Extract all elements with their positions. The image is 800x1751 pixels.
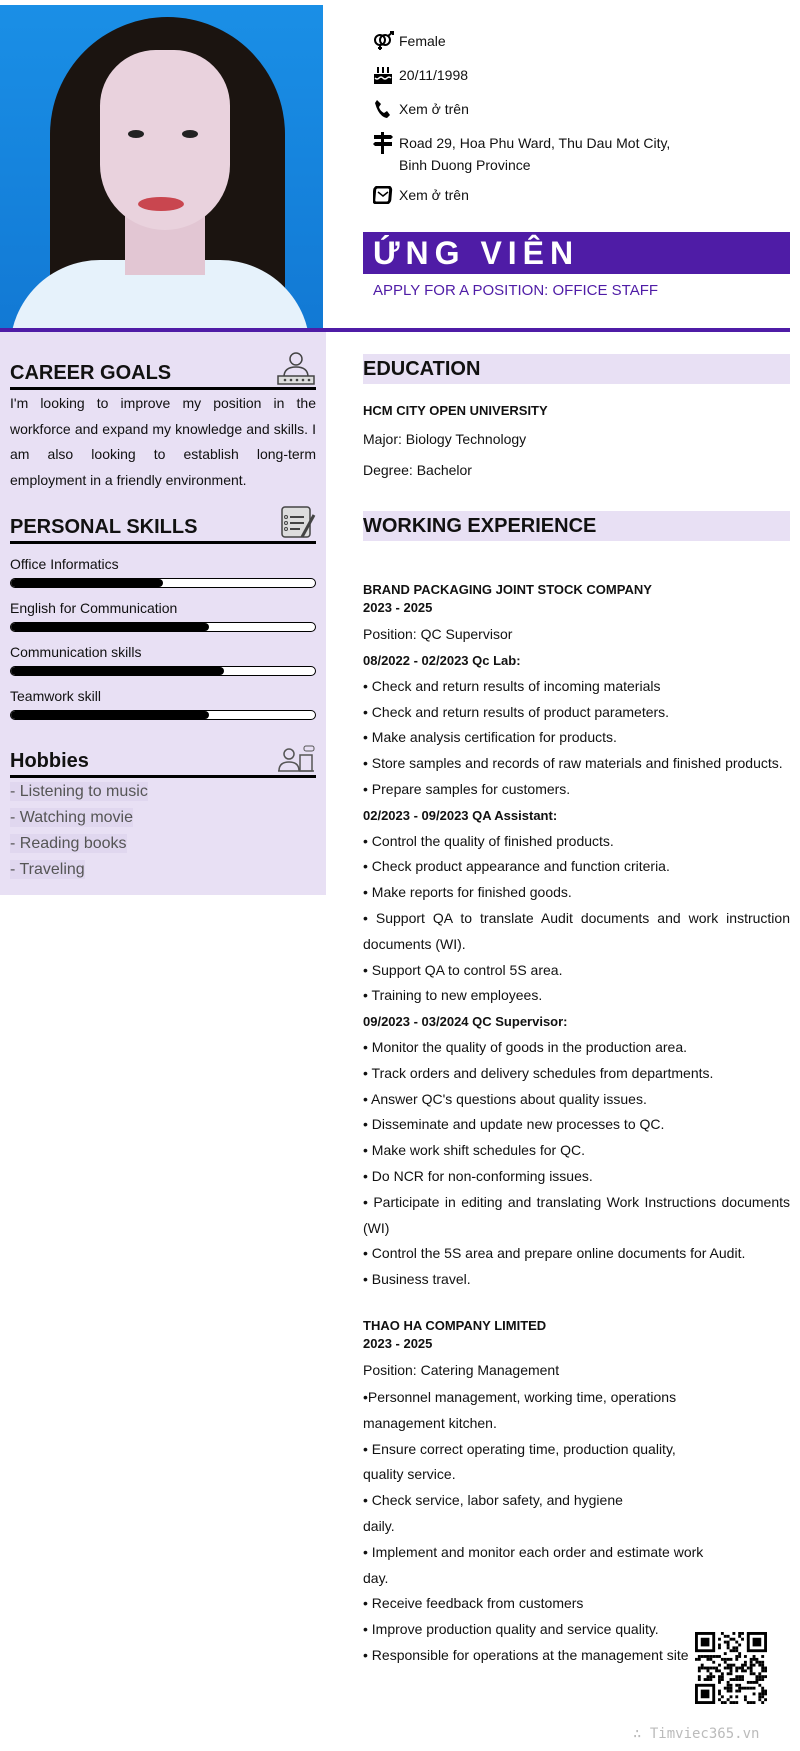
duty-item: day. — [363, 1569, 389, 1586]
apply-position: APPLY FOR A POSITION: OFFICE STAFF — [373, 282, 659, 299]
hobbies-title: Hobbies — [10, 749, 89, 772]
email-icon — [373, 184, 399, 206]
address-row — [373, 132, 773, 176]
candidate-name: ỨNG VIÊN — [363, 232, 790, 274]
duty-item: • Business travel. — [363, 1271, 471, 1288]
period-heading: 02/2023 - 09/2023 QA Assistant: — [363, 807, 558, 823]
hobbies-header — [10, 730, 316, 778]
duty-item: daily. — [363, 1517, 395, 1534]
degree: Degree: Bachelor — [363, 462, 472, 478]
contact-info — [373, 30, 773, 218]
period-heading: 08/2022 - 02/2023 Qc Lab: — [363, 653, 521, 668]
email-text: Xem ở trên — [399, 187, 469, 203]
skills-list — [10, 554, 316, 730]
duty-item: • Disseminate and update new processes to QC. — [363, 1116, 665, 1133]
phone-row — [373, 98, 773, 120]
birthday-cake-icon — [373, 64, 399, 86]
address-line-1: Road 29, Hoa Phu Ward, Thu Dau Mot City, — [399, 135, 671, 151]
phone-text: Xem ở trên — [399, 101, 469, 117]
job-position: Position: QC Supervisor — [363, 626, 513, 642]
candidate-photo — [0, 5, 323, 329]
skill-bar — [10, 578, 316, 588]
skill-label: Teamwork skill — [10, 687, 102, 704]
qr-code[interactable] — [695, 1632, 767, 1704]
duty-item: • Check and return results of product parameters. — [363, 703, 670, 720]
birthday-row — [373, 64, 773, 86]
job-entry — [363, 1317, 790, 1669]
duty-item: • Participate in editing and translating Work Instructions documents (WI) — [363, 1193, 790, 1236]
duty-item: • Training to new employees. — [363, 987, 543, 1004]
duty-item: • Make analysis certification for products. — [363, 729, 617, 746]
major: Major: Biology Technology — [363, 431, 527, 447]
period-heading: 09/2023 - 03/2024 QC Supervisor: — [363, 1014, 568, 1030]
employee-icon — [276, 351, 316, 385]
watermark: ∴ Timviec365.vn — [633, 1726, 760, 1742]
address-line-2: Binh Duong Province — [399, 157, 531, 173]
email-row — [373, 184, 773, 206]
skill-bar-fill — [11, 711, 209, 719]
skill-bar-fill — [11, 667, 224, 675]
gender-row — [373, 30, 773, 52]
duty-item: • Implement and monitor each order and estimate work — [363, 1543, 704, 1560]
skill-bar-fill — [11, 623, 209, 631]
career-goals-header — [10, 332, 316, 390]
skill-bar — [10, 710, 316, 720]
gender-icon — [373, 30, 399, 52]
skill-item — [10, 598, 316, 642]
hobbies-icon — [276, 745, 316, 773]
duty-item: • Receive feedback from customers — [363, 1595, 584, 1612]
duty-item: • Prepare samples for customers. — [363, 780, 571, 797]
hobby-item: - Listening to music — [10, 782, 148, 800]
duty-item: • Track orders and delivery schedules from departments. — [363, 1064, 714, 1081]
duty-item: • Improve production quality and service quality. — [363, 1621, 659, 1638]
company-name: THAO HA COMPANY LIMITED — [363, 1317, 547, 1333]
duty-item: • Make work shift schedules for QC. — [363, 1142, 585, 1159]
skill-label: Communication skills — [10, 643, 142, 660]
skill-item — [10, 642, 316, 686]
duty-item: • Do NCR for non-conforming issues. — [363, 1167, 593, 1184]
duty-item: • Control the quality of finished products. — [363, 832, 614, 849]
skills-header — [10, 494, 316, 544]
hobby-item: - Traveling — [10, 860, 85, 878]
phone-icon — [373, 98, 399, 120]
skill-bar-fill — [11, 579, 163, 587]
hobby-item: - Reading books — [10, 834, 127, 852]
duty-item: • Store samples and records of raw materials and finished products. — [363, 755, 783, 772]
duty-item: • Responsible for operations at the management site — [363, 1646, 689, 1663]
job-entry — [363, 581, 790, 1293]
skill-item — [10, 686, 316, 730]
duty-item: • Check service, labor safety, and hygiene — [363, 1492, 623, 1509]
duty-item: • Check and return results of incoming materials — [363, 677, 661, 694]
hobby-item: - Watching movie — [10, 808, 133, 826]
skills-title: PERSONAL SKILLS — [10, 515, 198, 538]
duty-item: • Support QA to translate Audit documents and work instruction documents (WI). — [363, 909, 790, 952]
skill-bar — [10, 622, 316, 632]
signpost-icon — [373, 132, 399, 154]
job-position: Position: Catering Management — [363, 1361, 560, 1378]
hobbies-list — [10, 782, 316, 886]
checklist-icon — [280, 505, 316, 539]
duty-item: • Check product appearance and function criteria. — [363, 858, 670, 875]
duty-item: management kitchen. — [363, 1414, 497, 1431]
duty-item: • Answer QC's questions about quality issues. — [363, 1090, 647, 1107]
school-name: HCM CITY OPEN UNIVERSITY — [363, 403, 548, 418]
career-goals-text: I'm looking to improve my position in the workforce and expand my knowledge and skills. I am also looking to establish long-term employment in a friendly environment. — [10, 395, 316, 489]
duty-item: • Make reports for finished goods. — [363, 884, 572, 901]
duty-item: •Personnel management, working time, operations — [363, 1388, 677, 1405]
education-title: EDUCATION — [363, 354, 790, 384]
main-content — [363, 354, 790, 1669]
skill-item — [10, 554, 316, 598]
birthday-text: 20/11/1998 — [399, 67, 469, 83]
duty-item: • Monitor the quality of goods in the production area. — [363, 1038, 687, 1055]
duty-item: • Ensure correct operating time, production quality, — [363, 1440, 676, 1457]
skill-label: Office Informatics — [10, 555, 119, 572]
job-years: 2023 - 2025 — [363, 1335, 433, 1351]
career-goals-title: CAREER GOALS — [10, 362, 172, 384]
company-name: BRAND PACKAGING JOINT STOCK COMPANY — [363, 582, 652, 597]
duty-item: • Support QA to control 5S area. — [363, 961, 563, 978]
experience-title: WORKING EXPERIENCE — [363, 511, 790, 541]
skill-bar — [10, 666, 316, 676]
job-years: 2023 - 2025 — [363, 600, 433, 615]
skill-label: English for Communication — [10, 599, 178, 616]
duty-item: quality service. — [363, 1466, 456, 1483]
jobs-list — [363, 581, 790, 1669]
gender-text: Female — [399, 33, 446, 49]
sidebar — [0, 332, 326, 895]
duty-item: • Control the 5S area and prepare online documents for Audit. — [363, 1245, 746, 1262]
